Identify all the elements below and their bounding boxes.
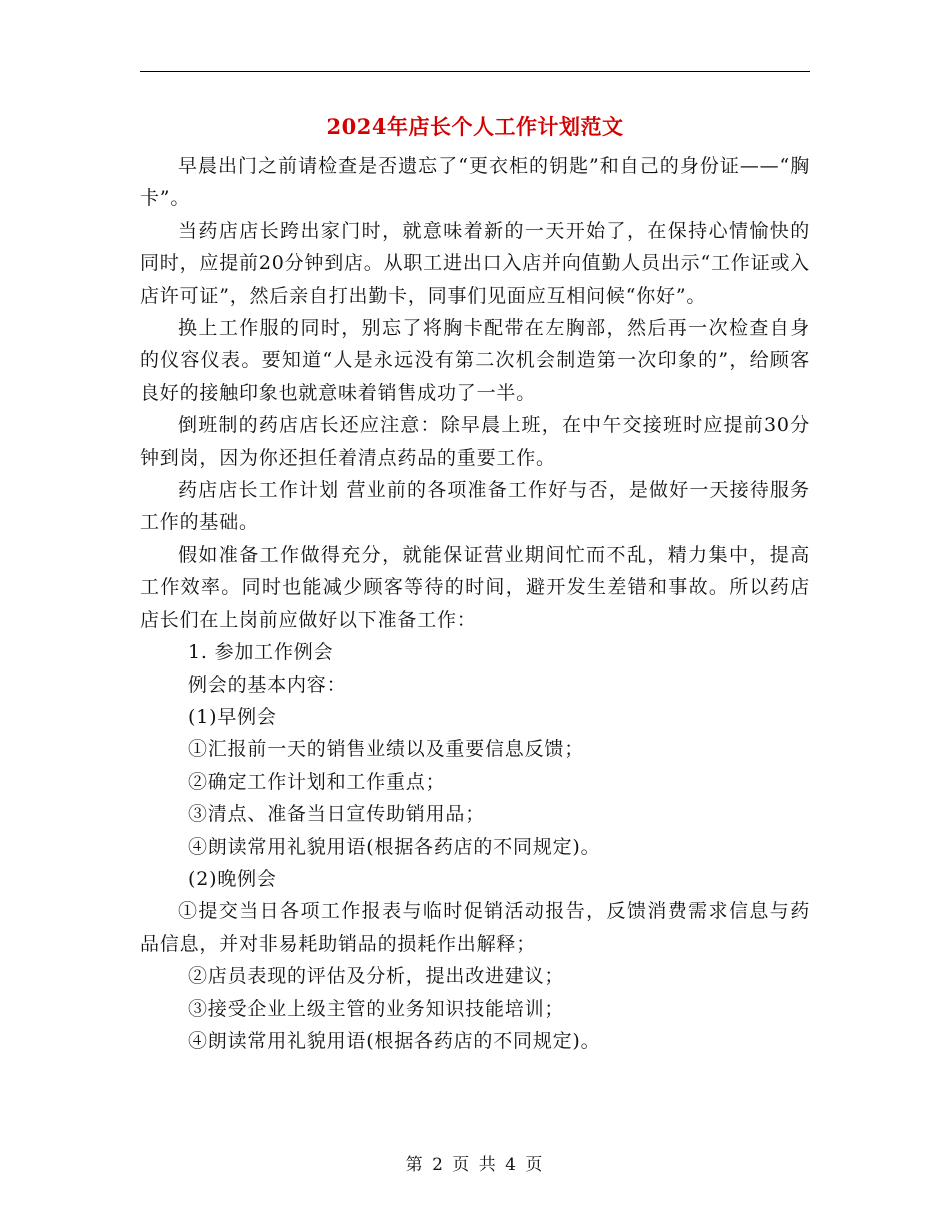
paragraph-5: 药店店长工作计划 营业前的各项准备工作好与否，是做好一天接待服务工作的基础。 (140, 479, 810, 534)
document-body (140, 150, 810, 1057)
paragraph-1: 早晨出门之前请检查是否遗忘了“更衣柜的钥匙”和自己的身份证——“胸卡”。 (140, 155, 810, 210)
paragraph-4: 倒班制的药店店长还应注意：除早晨上班，在中午交接班时应提前30分钟到岗，因为你还担任着清点药品的重要工作。 (140, 414, 810, 469)
page-number-footer: 第 2 页 共 4 页 (405, 1155, 545, 1175)
evening-item-1: ①提交当日各项工作报表与临时促销活动报告，反馈消费需求信息与药品信息，并对非易耗助销品的损耗作出解释； (140, 900, 810, 955)
evening-item-3: ③接受企业上级主管的业务知识技能培训； (188, 997, 565, 1020)
paragraph-6: 假如准备工作做得充分，就能保证营业期间忙而不乱，精力集中，提高工作效率。同时也能减少顾客等待的时间，避开发生差错和事故。所以药店店长们在上岗前应做好以下准备工作： (140, 543, 810, 631)
header-rule (140, 71, 810, 72)
meeting-content-label: 例会的基本内容： (188, 673, 347, 696)
paragraph-2: 当药店店长跨出家门时，就意味着新的一天开始了，在保持心情愉快的同时，应提前20分钟到店。从职工进出口入店并向值勤人员出示“工作证或入店许可证”，然后亲自打出勤卡，同事们见面应互相问候“你好”。 (140, 219, 810, 307)
morning-item-3: ③清点、准备当日宣传助销用品； (188, 803, 486, 826)
morning-meeting-heading: (1)早例会 (188, 705, 277, 728)
document-title: 2024年店长个人工作计划范文 (326, 114, 624, 139)
evening-item-4: ④朗读常用礼貌用语(根据各药店的不同规定)。 (188, 1029, 601, 1052)
evening-item-2: ②店员表现的评估及分析，提出改进建议； (188, 965, 565, 988)
section-heading-meeting: 1. 参加工作例会 (188, 641, 334, 664)
morning-item-2: ②确定工作计划和工作重点； (188, 770, 446, 793)
morning-item-1: ①汇报前一天的销售业绩以及重要信息反馈； (188, 738, 585, 761)
evening-meeting-heading: (2)晚例会 (188, 867, 277, 890)
morning-item-4: ④朗读常用礼貌用语(根据各药店的不同规定)。 (188, 835, 601, 858)
paragraph-3: 换上工作服的同时，别忘了将胸卡配带在左胸部，然后再一次检查自身的仪容仪表。要知道“人是永远没有第二次机会制造第一次印象的”，给顾客良好的接触印象也就意味着销售成功了一半。 (140, 317, 810, 404)
